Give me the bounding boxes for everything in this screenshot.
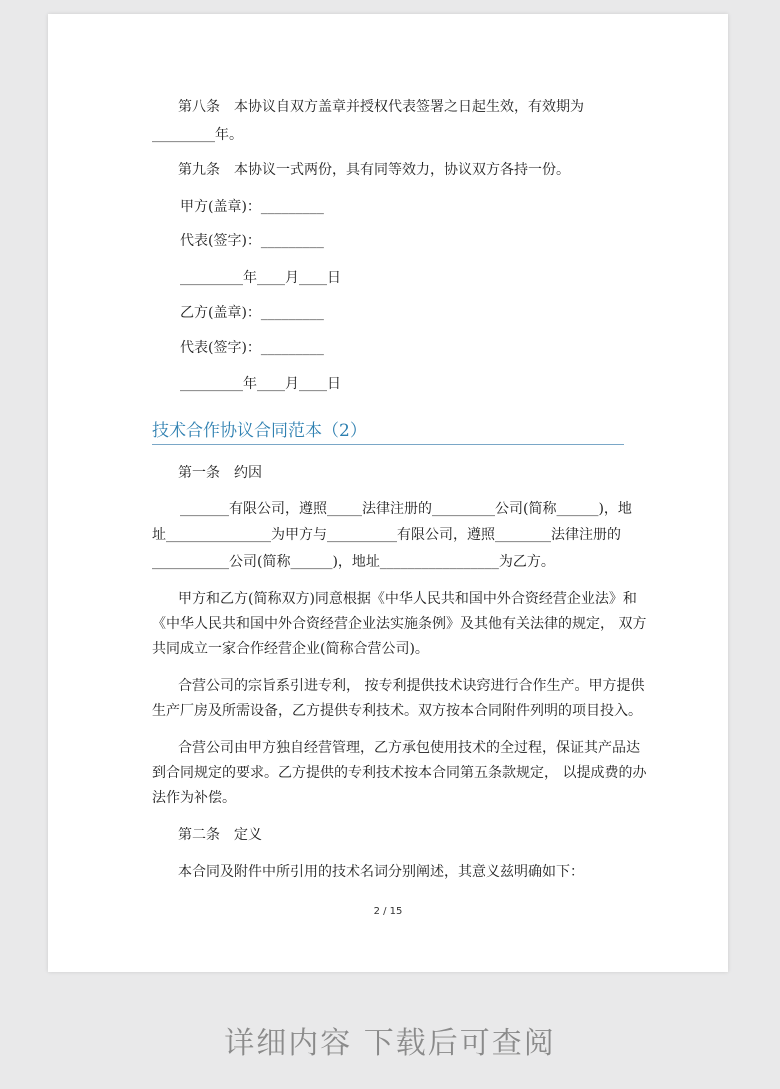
text-line: ___________公司(简称______)，地址_________________为乙方。 xyxy=(152,554,555,570)
text-line: 到合同规定的要求。乙方提供的专利技术按本合同第五条款规定， 以提成费的办 xyxy=(152,765,647,781)
text-line: 本合同及附件中所引用的技术名词分别阐述，其意义兹明确如下： xyxy=(178,864,584,880)
text-line: 共同成立一家合作经营企业(简称合营公司)。 xyxy=(152,641,429,657)
text-line: 第二条 定义 xyxy=(178,827,262,843)
section-heading: 技术合作协议合同范本（2） xyxy=(152,420,624,445)
text-line: _________年____月____日 xyxy=(180,376,341,392)
text-line: 第一条 约因 xyxy=(178,465,262,481)
download-hint: 详细内容 下载后可查阅 xyxy=(224,1026,556,1061)
text-line: 代表(签字)：_________ xyxy=(180,233,324,249)
text-line: 代表(签字)：_________ xyxy=(180,340,324,356)
text-line: 法作为补偿。 xyxy=(152,790,236,806)
text-line: _______有限公司，遵照_____法律注册的_________公司(简称______)，地 xyxy=(180,501,632,517)
text-line: 乙方(盖章)：_________ xyxy=(180,305,324,321)
text-line: 合营公司由甲方独自经营管理，乙方承包使用技术的全过程，保证其产品达 xyxy=(178,740,640,756)
text-line: 第八条 本协议自双方盖章并授权代表签署之日起生效，有效期为 xyxy=(178,99,584,115)
text-line: 第九条 本协议一式两份，具有同等效力，协议双方各持一份。 xyxy=(178,162,570,178)
page-number: 2 / 15 xyxy=(373,906,403,917)
text-line: 《中华人民共和国中外合资经营企业法实施条例》及其他有关法律的规定， 双方 xyxy=(152,616,647,632)
text-line: 址_______________为甲方与__________有限公司，遵照________法律注册的 xyxy=(152,527,621,543)
text-line: _________年____月____日 xyxy=(180,270,341,286)
text-line: 生产厂房及所需设备，乙方提供专利技术。双方按本合同附件列明的项目投入。 xyxy=(152,703,642,719)
text-line: 合营公司的宗旨系引进专利， 按专利提供技术诀窍进行合作生产。甲方提供 xyxy=(178,678,645,694)
text-line: 甲方(盖章)：_________ xyxy=(180,199,324,215)
text-line: _________年。 xyxy=(152,127,243,143)
text-line: 甲方和乙方(简称双方)同意根据《中华人民共和国中外合资经营企业法》和 xyxy=(178,591,637,607)
document-page xyxy=(48,14,728,972)
